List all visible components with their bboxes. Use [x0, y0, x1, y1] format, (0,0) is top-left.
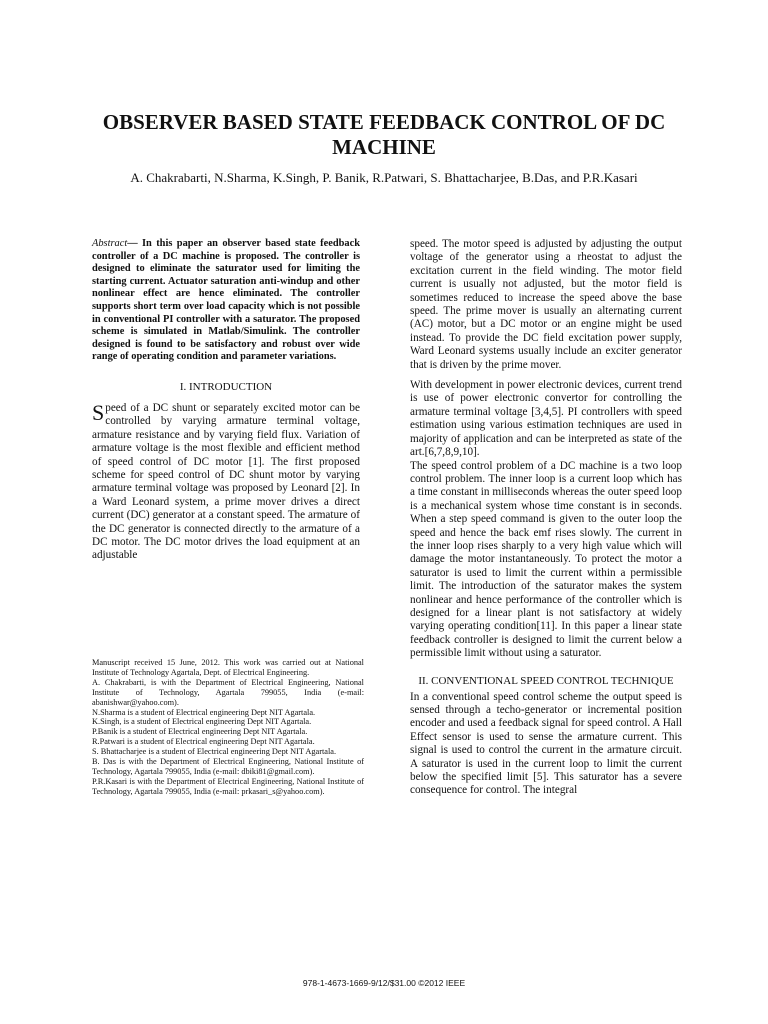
footnote-author: B. Das is with the Department of Electrical Engineering, National Institute of Technology, Agartala 799055, India (e-mail: dbiki81@gmail.com). [92, 757, 364, 776]
introduction-text: peed of a DC shunt or separately excited motor can be controlled by varying armature terminal voltage, armature resistance and by varying field flux. Variation of armature voltage is the most flexible and efficient method of speed control of DC motor [1]. The first proposed scheme for speed control of DC shunt motor by varying armature terminal voltage was proposed by Leonard [2]. In a Ward Leonard system, a prime mover drives a direct current (DC) generator at a constant speed. The armature of the DC generator is connected directly to the armature of a DC motor. The DC motor drives the load equipment at an adjustable [92, 401, 360, 562]
author-list: A. Chakrabarti, N.Sharma, K.Singh, P. Banik, R.Patwari, S. Bhattacharjee, B.Das, and P.R.Kasari [130, 170, 638, 185]
paper-title: OBSERVER BASED STATE FEEDBACK CONTROL OF DC MACHINE [102, 110, 666, 159]
abstract [92, 238, 360, 364]
footnote-author: P.R.Kasari is with the Department of Electrical Engineering, National Institute of Technology, Agartala 799055, India (e-mail: prkasari_s@yahoo.com). [92, 776, 364, 796]
footnote-author: P.Banik is a student of Electrical engineering Dept NIT Agartala. [92, 727, 308, 737]
footnote-author: S. Bhattacharjee is a student of Electrical engineering Dept NIT Agartala. [92, 747, 337, 757]
abstract-text: — In this paper an observer based state feedback controller of a DC machine is proposed. The controller is designed to eliminate the saturator used for limiting the starting current. Actuator saturation anti-windup and other nonlinear effect are hence eliminated. The controller supports short term over load capacity which is not possible in conventional PI controller with a saturator. The proposed scheme is simulated in Matlab/Simulink. The controller designed is found to be satisfactory and robust over wide range of operating condition and parameter variations. [92, 238, 360, 363]
drop-cap: S [92, 399, 105, 425]
introduction-paragraph [92, 399, 360, 563]
footnote-author: K.Singh, is a student of Electrical engineering Dept NIT Agartala. [92, 717, 312, 727]
copyright-footer: 978-1-4673-1669-9/12/$31.00 ©2012 IEEE [302, 978, 466, 988]
section-heading-conventional: II. CONVENTIONAL SPEED CONTROL TECHNIQUE [418, 674, 674, 687]
footnote-manuscript: Manuscript received 15 June, 2012. This work was carried out at National Institute of Technology Agartala, Dept. of Electrical Engineering. [92, 658, 364, 677]
footnote-author: R.Patwari is a student of Electrical engineering Dept NIT Agartala. [92, 737, 315, 747]
body-paragraph: With development in power electronic devices, current trend is use of power electronic convertor for controlling the armature terminal voltage [3,4,5]. PI controllers with speed estimation using various estimation techniques are used in majority of application and can be interpreted as state of the art.[6,7,8,9,10]. [410, 379, 682, 459]
body-paragraph: speed. The motor speed is adjusted by adjusting the output voltage of the generator using a rheostat to adjust the excitation current in the field winding. The motor field current is usually not adjusted, but the motor field is sometimes reduced to increase the speed above the base speed. The prime mover is usually an alternating current (AC) motor, but a DC motor or an engine might be used instead. To provide the DC field excitation power supply, Ward Leonard systems usually include an exciter generator that is driven by the prime mover. [410, 238, 682, 371]
left-column [92, 238, 360, 563]
section-heading-introduction: I. INTRODUCTION [179, 380, 273, 393]
footnote-author: N.Sharma is a student of Electrical engineering Dept NIT Agartala. [92, 707, 316, 717]
footnote-author: A. Chakrabarti, is with the Department of Electrical Engineering, National Institute of Technology, Agartala 799055, India (e-mail: abanishwar@yahoo.com). [92, 677, 364, 707]
body-paragraph: The speed control problem of a DC machine is a two loop control problem. The inner loop is a current loop which has a time constant in milliseconds whereas the outer speed loop is a mechanical system whose time constant is in seconds. When a step speed command is given to the outer loop the speed and hence the back emf rises slowly. The current in the inner loop rises sharply to a very high value which will damage the motor instantaneously. To protect the motor a saturator is used to limit the current within a permissible limit. The introduction of the saturator makes the system nonlinear and hence performance of the controller which is designed for a linear plant is not satisfactory at widely varying operating condition[11]. In this paper a linear state feedback controller is designed to limit the current below a permissible limit without using a saturator. [410, 459, 682, 660]
abstract-label: Abstract [92, 238, 128, 249]
body-paragraph: In a conventional speed control scheme the output speed is sensed through a techo-generator or incremental position encoder and used a feedback signal for speed control. A Hall Effect sensor is used to sense the armature current. This signal is used to control the current in the armature circuit. A saturator is used in the current loop to limit the current below the specified limit [5]. This saturator has a severe consequence for control. The integral [410, 690, 682, 797]
right-column [410, 238, 682, 798]
author-footnotes [92, 658, 364, 797]
